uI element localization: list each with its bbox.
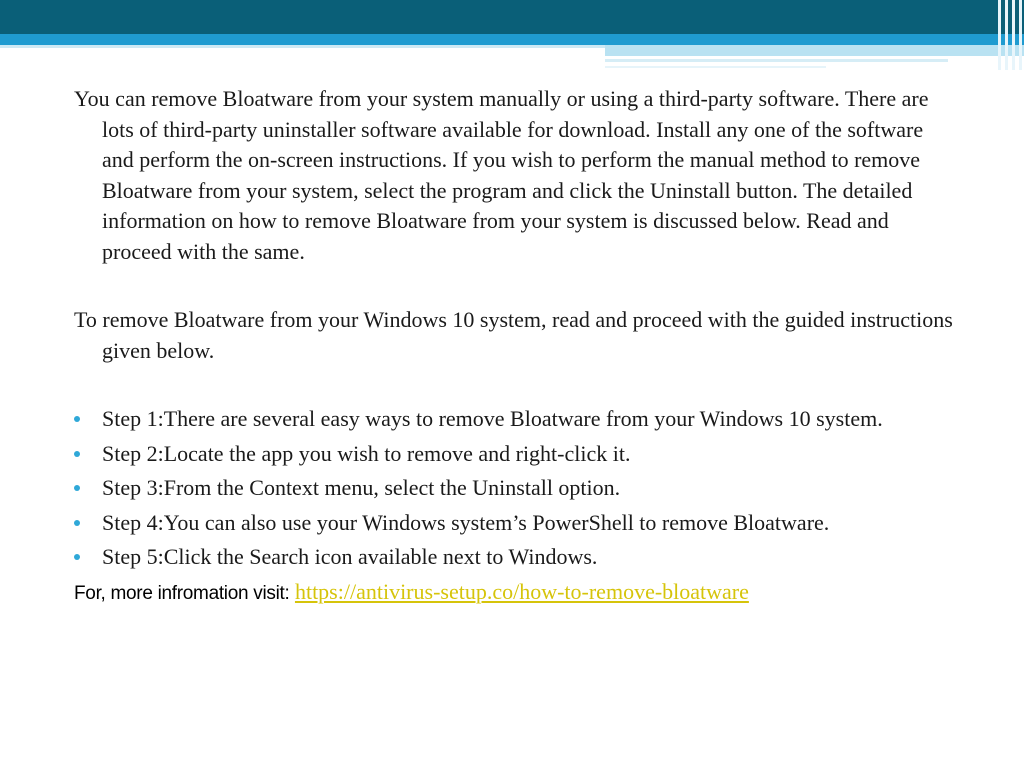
header-band-dark — [0, 0, 1024, 34]
list-item — [74, 542, 954, 573]
bullet-icon — [74, 451, 80, 457]
list-item — [74, 508, 954, 539]
bullet-icon — [74, 520, 80, 526]
list-item — [74, 439, 954, 470]
slide-body — [74, 84, 954, 609]
header-stripe — [1005, 0, 1008, 70]
header-band-thin — [0, 45, 605, 48]
steps-list — [74, 404, 954, 573]
step-text: Step 1:There are several easy ways to remove Bloatware from your Windows 10 system. — [102, 406, 883, 431]
step-text: Step 4:You can also use your Windows system’s PowerShell to remove Bloatware. — [102, 509, 830, 535]
intro-paragraph: You can remove Bloatware from your system manually or using a third-party software. There are lots of third-party uninstaller software available for download. Install any one of the software and perform the on-screen instructions. If you wish to perform the manual method to remove Bloatware from your system, select the program and click the Uninstall button. The detailed information on how to remove Bloatware from your system is discussed below. Read and proceed with the same. — [74, 86, 929, 264]
header-band-light — [605, 45, 1024, 56]
windows-paragraph: To remove Bloatware from your Windows 10 system, read and proceed with the guided instructions given below. — [74, 307, 953, 363]
bullet-icon — [74, 485, 80, 491]
header-stripe — [1019, 0, 1022, 70]
bullet-icon — [74, 554, 80, 560]
header-accent-line — [605, 59, 948, 62]
list-item — [74, 404, 954, 435]
step-text: Step 5:Click the Search icon available next to Windows. — [102, 544, 598, 569]
bullet-icon — [74, 416, 80, 422]
header-stripe — [998, 0, 1001, 70]
more-info-label: For, more infromation visit: — [74, 582, 290, 604]
header-stripe — [1012, 0, 1015, 70]
step-text: Step 3:From the Context menu, select the Uninstall option. — [102, 475, 621, 500]
header-band-blue — [0, 34, 1024, 45]
step-text: Step 2:Locate the app you wish to remove and right-click it. — [102, 440, 631, 466]
more-info — [74, 577, 954, 609]
header-accent-line-2 — [605, 66, 826, 68]
more-info-link[interactable]: https://antivirus-setup.co/how-to-remove-bloatware — [294, 578, 749, 604]
list-item — [74, 473, 954, 504]
